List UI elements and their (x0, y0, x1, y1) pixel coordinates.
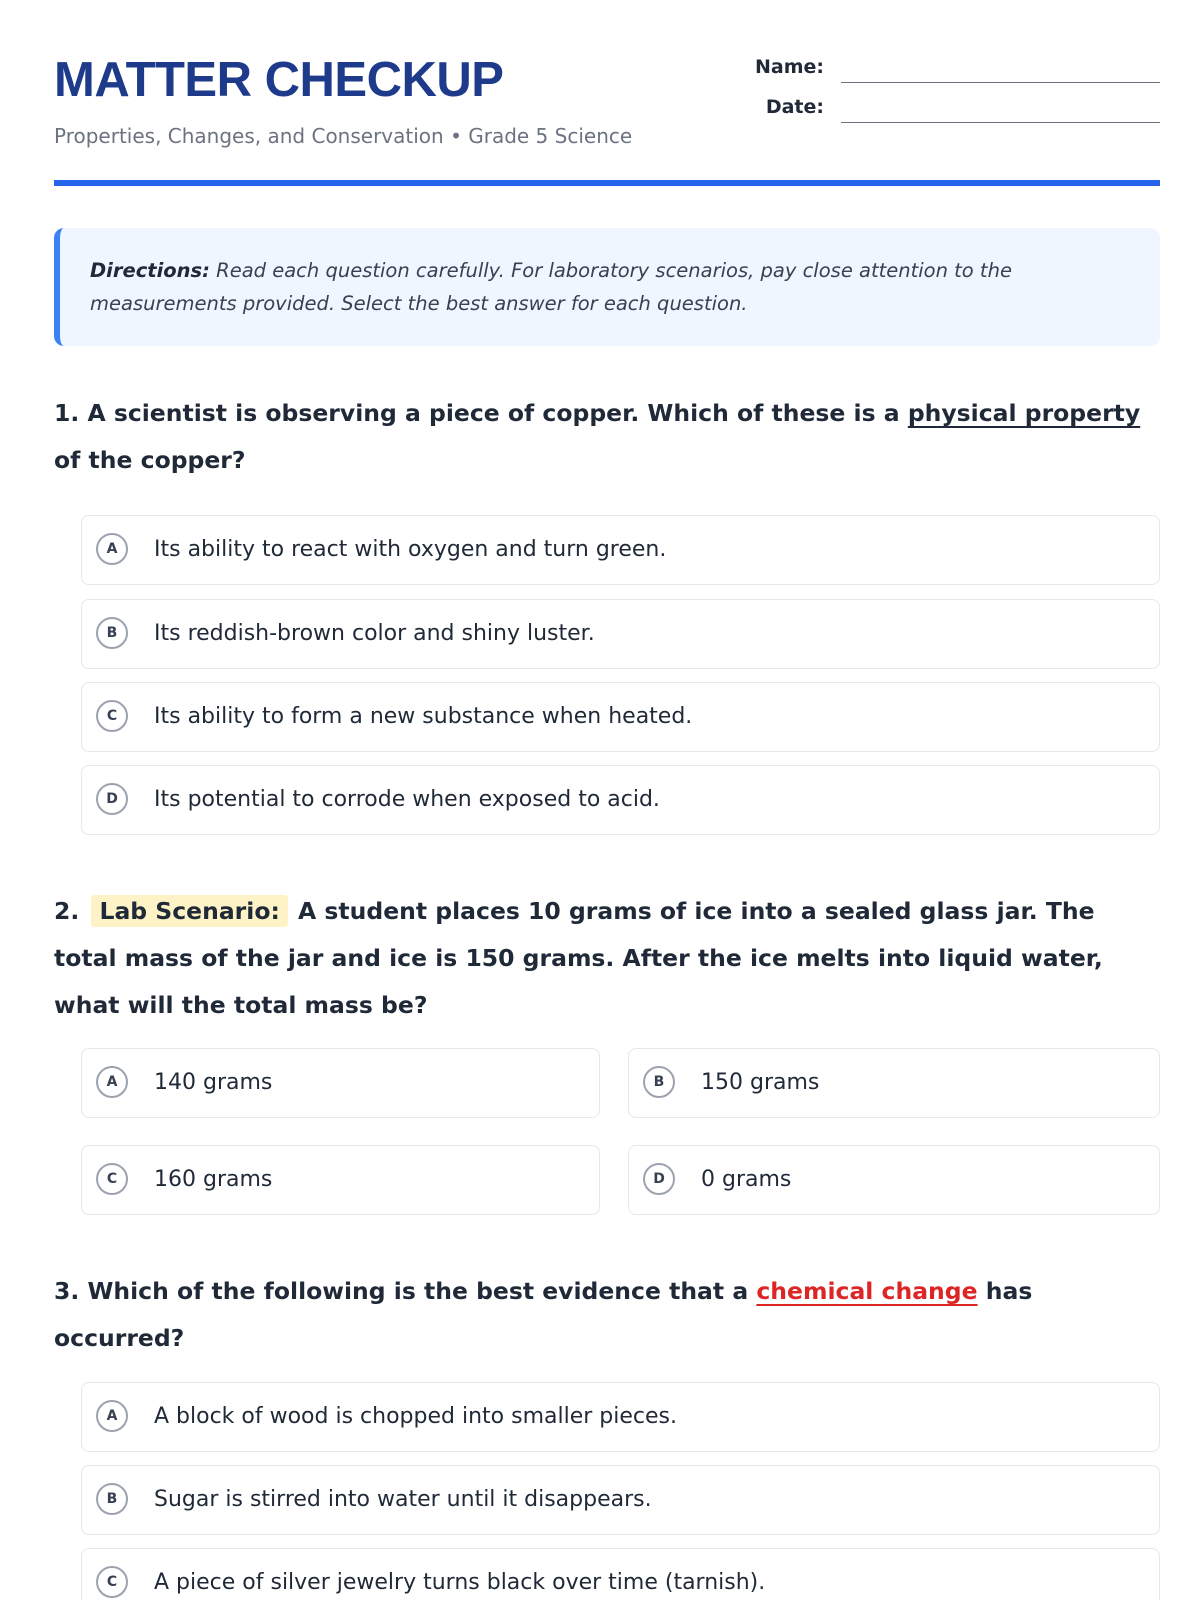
question-2-option-a[interactable] (81, 1048, 600, 1118)
option-letter-badge: B (643, 1066, 675, 1098)
directions-text: Read each question carefully. For laboratory scenarios, pay close attention to the measurements provided. Select the best answer for each question. (90, 259, 1012, 315)
option-letter-badge: A (96, 1066, 128, 1098)
question-3-number: 3. (54, 1277, 80, 1305)
question-3-emphasis: chemical change (756, 1277, 978, 1305)
question-2-option-c[interactable] (81, 1145, 600, 1215)
option-text: Its ability to form a new substance when heated. (154, 704, 693, 729)
option-letter-badge: D (96, 783, 128, 815)
option-text: 0 grams (701, 1167, 792, 1192)
name-date-block (694, 56, 1160, 136)
option-text: 140 grams (154, 1070, 273, 1095)
directions-label: Directions: (90, 259, 210, 282)
option-text: A block of wood is chopped into smaller pieces. (154, 1404, 677, 1429)
date-line (841, 122, 1160, 123)
question-3-option-b[interactable] (81, 1465, 1160, 1535)
worksheet-page (54, 0, 1160, 1595)
lab-scenario-tag: Lab Scenario: (91, 895, 287, 927)
worksheet-header (54, 0, 1160, 190)
question-3-option-c[interactable] (81, 1548, 1160, 1600)
option-letter-badge: C (96, 1566, 128, 1598)
date-row (694, 96, 1160, 136)
question-1-option-d[interactable] (81, 765, 1160, 835)
question-1-number: 1. (54, 399, 80, 427)
header-divider (54, 180, 1160, 186)
question-3-prompt: Which of the following is the best evidence that a (79, 1277, 757, 1305)
question-1-prompt-end: of the copper? (54, 446, 246, 474)
option-text: A piece of silver jewelry turns black over time (tarnish). (154, 1570, 766, 1595)
question-1-option-a[interactable] (81, 515, 1160, 585)
option-letter-badge: A (96, 533, 128, 565)
page-subtitle: Properties, Changes, and Conservation • Grade 5 Science (54, 124, 633, 148)
question-3-prompt-end: has occurred? (54, 1277, 1033, 1352)
name-line (841, 82, 1160, 83)
question-2-option-d[interactable] (628, 1145, 1160, 1215)
question-3-text (54, 1268, 1160, 1362)
question-2-prompt: A student places 10 grams of ice into a sealed glass jar. The total mass of the jar and ice is 150 grams. After the ice melts into liquid water, what will the total mass be? (54, 897, 1103, 1019)
question-2-number: 2. (54, 897, 80, 925)
option-text: Its potential to corrode when exposed to acid. (154, 787, 660, 812)
option-letter-badge: D (643, 1163, 675, 1195)
option-letter-badge: B (96, 617, 128, 649)
option-text: Its ability to react with oxygen and turn green. (154, 537, 667, 562)
question-1-prompt: A scientist is observing a piece of copper. Which of these is a (79, 399, 908, 427)
question-3-option-a[interactable] (81, 1382, 1160, 1452)
question-1-option-b[interactable] (81, 599, 1160, 669)
question-1-emphasis: physical property (907, 399, 1141, 427)
option-letter-badge: C (96, 700, 128, 732)
option-letter-badge: A (96, 1400, 128, 1432)
option-letter-badge: B (96, 1483, 128, 1515)
option-text: Sugar is stirred into water until it disappears. (154, 1487, 652, 1512)
question-1-option-c[interactable] (81, 682, 1160, 752)
option-text: 160 grams (154, 1167, 273, 1192)
page-title: MATTER CHECKUP (54, 53, 504, 107)
option-text: 150 grams (701, 1070, 820, 1095)
date-label: Date: (765, 96, 824, 118)
question-2-option-b[interactable] (628, 1048, 1160, 1118)
name-row (694, 56, 1160, 96)
option-text: Its reddish-brown color and shiny luster. (154, 621, 595, 646)
question-1-text (54, 390, 1160, 484)
name-label: Name: (754, 56, 824, 78)
directions-box (54, 228, 1160, 346)
option-letter-badge: C (96, 1163, 128, 1195)
question-2-text (54, 888, 1160, 1029)
